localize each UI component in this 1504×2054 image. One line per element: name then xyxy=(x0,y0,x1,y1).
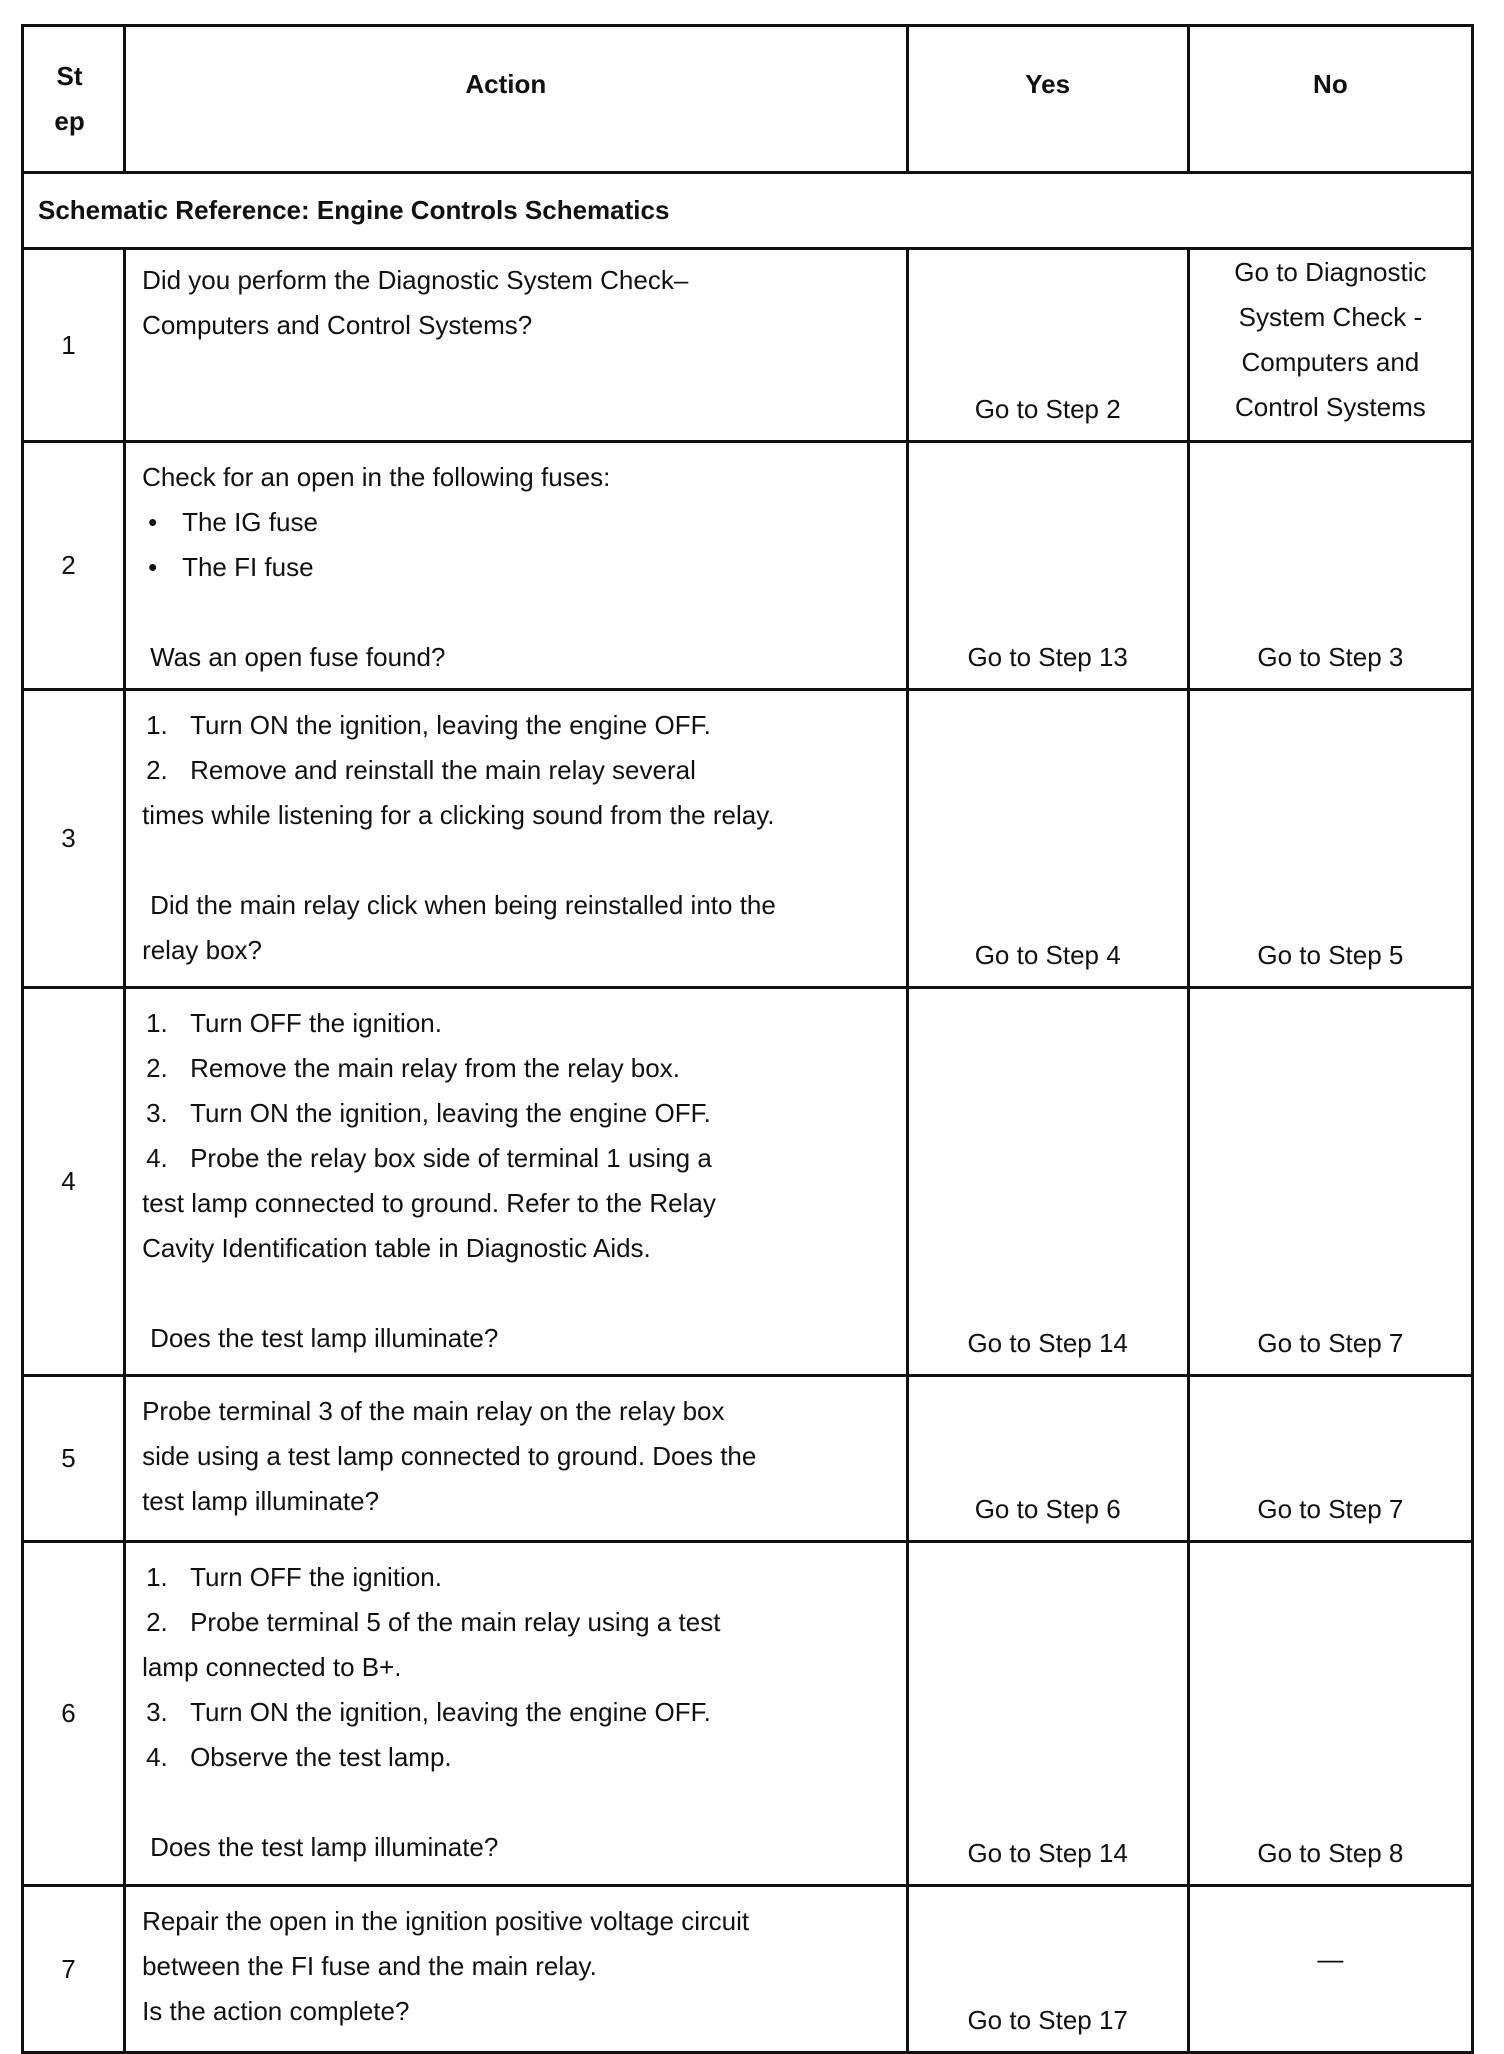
action-cell xyxy=(125,690,908,988)
no-cell: Go to Step 3 xyxy=(1188,442,1472,690)
column-header-no: No xyxy=(1188,26,1472,173)
bullet-icon: • xyxy=(148,552,158,582)
no-cell: Go to Step 7 xyxy=(1188,1376,1472,1542)
action-intro: Check for an open in the following fuses: xyxy=(142,462,611,492)
action-question: Did the main relay click when being reinstalled into the xyxy=(150,890,776,920)
numbered-item-text: Turn ON the ignition, leaving the engine OFF. xyxy=(190,1697,711,1727)
action-line: Computers and Control Systems? xyxy=(142,310,533,340)
action-continuation: lamp connected to B+. xyxy=(142,1652,402,1682)
action-cell xyxy=(125,1376,908,1542)
yes-cell: Go to Step 6 xyxy=(907,1376,1188,1542)
step-number: 1 xyxy=(23,249,125,442)
bullet-text: The IG fuse xyxy=(182,507,318,537)
numbered-item-text: Turn ON the ignition, leaving the engine OFF. xyxy=(190,1098,711,1128)
table-row xyxy=(23,1886,1473,2053)
step-number: 2 xyxy=(23,442,125,690)
no-cell: Go to Step 8 xyxy=(1188,1542,1472,1886)
action-continuation: times while listening for a clicking sound from the relay. xyxy=(142,800,775,830)
no-cell: Go to Step 5 xyxy=(1188,690,1472,988)
numbered-item-text: Probe the relay box side of terminal 1 using a xyxy=(190,1143,712,1173)
numbered-item: 2. Remove and reinstall the main relay several xyxy=(146,755,696,785)
yes-cell: Go to Step 17 xyxy=(907,1886,1188,2053)
no-line: Control Systems xyxy=(1235,392,1426,422)
no-cell: Go to Step 7 xyxy=(1188,988,1472,1376)
numbered-item-text: Turn ON the ignition, leaving the engine OFF. xyxy=(190,710,711,740)
step-number: 5 xyxy=(23,1376,125,1542)
step-number: 4 xyxy=(23,988,125,1376)
step-number: 6 xyxy=(23,1542,125,1886)
yes-cell: Go to Step 2 xyxy=(907,249,1188,442)
action-cell xyxy=(125,1542,908,1886)
no-line: Go to Diagnostic xyxy=(1234,257,1427,287)
numbered-item-text: Remove the main relay from the relay box. xyxy=(190,1053,680,1083)
action-question: relay box? xyxy=(142,935,263,965)
bullet-text: The FI fuse xyxy=(182,552,314,582)
action-question: Does the test lamp illuminate? xyxy=(150,1832,499,1862)
action-line: Is the action complete? xyxy=(142,1996,410,2026)
table-row xyxy=(23,988,1473,1376)
action-cell xyxy=(125,249,908,442)
table-row xyxy=(23,442,1473,690)
yes-cell: Go to Step 4 xyxy=(907,690,1188,988)
action-line: Did you perform the Diagnostic System Check– xyxy=(142,265,689,295)
numbered-item: 1. Turn OFF the ignition. xyxy=(146,1562,442,1592)
table-row xyxy=(23,249,1473,442)
numbered-item: 2. Remove the main relay from the relay box. xyxy=(146,1053,680,1083)
action-line: Repair the open in the ignition positive voltage circuit xyxy=(142,1906,750,1936)
yes-cell: Go to Step 13 xyxy=(907,442,1188,690)
action-continuation: test lamp connected to ground. Refer to the Relay xyxy=(142,1188,716,1218)
no-cell xyxy=(1188,249,1472,442)
numbered-item-text: Probe terminal 5 of the main relay using a test xyxy=(190,1607,721,1637)
column-header-yes: Yes xyxy=(907,26,1188,173)
numbered-item: 3. Turn ON the ignition, leaving the engine OFF. xyxy=(146,1098,711,1128)
numbered-item: 1. Turn OFF the ignition. xyxy=(146,1008,442,1038)
action-line: between the FI fuse and the main relay. xyxy=(142,1951,597,1981)
table-header-row xyxy=(23,26,1473,173)
action-question: Was an open fuse found? xyxy=(150,642,446,672)
numbered-item: 4. Observe the test lamp. xyxy=(146,1742,452,1772)
bullet-item xyxy=(142,500,892,545)
table-row xyxy=(23,690,1473,988)
action-continuation: Cavity Identification table in Diagnostic Aids. xyxy=(142,1233,651,1263)
table-row xyxy=(23,1542,1473,1886)
action-cell xyxy=(125,442,908,690)
schematic-reference-row xyxy=(23,173,1473,249)
yes-cell: Go to Step 14 xyxy=(907,988,1188,1376)
step-number: 3 xyxy=(23,690,125,988)
numbered-item-text: Turn OFF the ignition. xyxy=(190,1008,442,1038)
step-header-line-1: St xyxy=(56,61,83,91)
action-cell xyxy=(125,988,908,1376)
numbered-item-text: Turn OFF the ignition. xyxy=(190,1562,442,1592)
column-header-step xyxy=(23,26,125,173)
table-row xyxy=(23,1376,1473,1542)
numbered-item: 4. Probe the relay box side of terminal 1 using a xyxy=(146,1143,712,1173)
action-question: Does the test lamp illuminate? xyxy=(150,1323,499,1353)
action-cell xyxy=(125,1886,908,2053)
no-cell: — xyxy=(1188,1886,1472,2053)
schematic-reference: Schematic Reference: Engine Controls Schematics xyxy=(23,173,1473,249)
action-line: test lamp illuminate? xyxy=(142,1486,380,1516)
action-line: side using a test lamp connected to ground. Does the xyxy=(142,1441,757,1471)
column-header-action: Action xyxy=(125,26,908,173)
action-line: Probe terminal 3 of the main relay on the relay box xyxy=(142,1396,725,1426)
numbered-item-text: Remove and reinstall the main relay several xyxy=(190,755,696,785)
numbered-item: 2. Probe terminal 5 of the main relay using a test xyxy=(146,1607,721,1637)
bullet-icon: • xyxy=(148,507,158,537)
numbered-item: 1. Turn ON the ignition, leaving the engine OFF. xyxy=(146,710,711,740)
bullet-item xyxy=(142,545,892,590)
no-line: Computers and xyxy=(1241,347,1420,377)
yes-cell: Go to Step 14 xyxy=(907,1542,1188,1886)
step-number: 7 xyxy=(23,1886,125,2053)
numbered-item: 3. Turn ON the ignition, leaving the engine OFF. xyxy=(146,1697,711,1727)
numbered-item-text: Observe the test lamp. xyxy=(190,1742,452,1772)
no-line: System Check - xyxy=(1238,302,1423,332)
diagnostic-table xyxy=(21,24,1474,2054)
step-header-line-2: ep xyxy=(54,106,85,136)
